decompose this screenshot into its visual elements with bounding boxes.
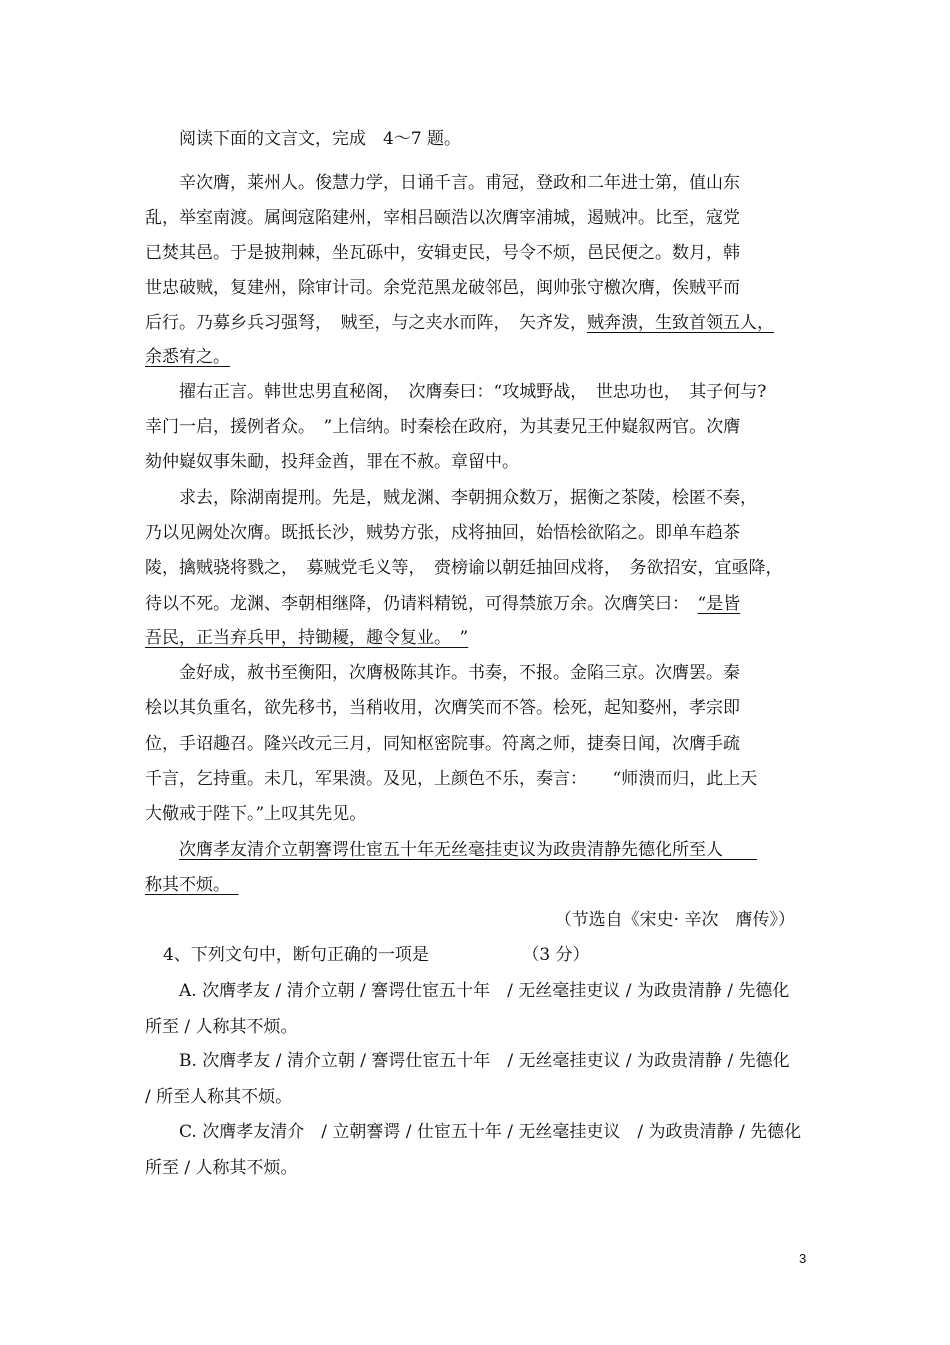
- text-line: [145, 593, 740, 615]
- underlined-sentence: 称其不烦。: [145, 875, 239, 895]
- text-line: 金好成，赦书至衡阳，次膺极陈其诈。书奏，不报。金陷三京。次膺罢。秦: [179, 663, 740, 683]
- text-line: 劾仲嶷奴事朱勔，投拜金酋，罪在不赦。章留中。: [145, 452, 519, 472]
- underlined-sentence: 次膺孝友清介立朝謇谔仕宦五十年无丝毫挂吏议为政贵清静先德化所至人: [179, 840, 757, 860]
- instruction: 阅读下面的文言文，完成 4～7 题。: [179, 129, 462, 149]
- page-number: 3: [799, 1251, 807, 1266]
- option-c: C. 次膺孝友清介 / 立朝謇谔 / 仕宦五十年 / 无丝毫挂吏议 / 为政贵清静 / 先德化: [179, 1122, 802, 1142]
- option-b: B. 次膺孝友 / 清介立朝 / 謇谔仕宦五十年 / 无丝毫挂吏议 / 为政贵清静 / 先德化: [179, 1051, 790, 1071]
- text-line: 幸门一启，援例者众。 ”上信纳。时秦桧在政府，为其妻兄王仲嶷叙两官。次膺: [145, 417, 741, 437]
- text-line: 位，手诏趣召。隆兴改元三月，同知枢密院事。符离之师，捷奏日闻，次膺手疏: [145, 734, 740, 754]
- source-citation: （节选自《宋史· 辛次 膺传》）: [554, 910, 795, 930]
- underlined-sentence: 贼奔溃，生致首领五人，: [587, 313, 774, 333]
- text-line: 陵，擒贼骁将戮之， 募贼党毛义等， 赍榜谕以朝廷抽回戍将， 务欲招安，宜亟降，: [145, 558, 783, 578]
- text-line: 乃以见阙处次膺。既抵长沙，贼势方张，戍将抽回，始悟桧欲陷之。即单车趋茶: [145, 523, 740, 543]
- option-b-continued: / 所至人称其不烦。: [145, 1087, 293, 1107]
- text-line: 辛次膺，莱州人。俊慧力学，日诵千言。甫冠，登政和二年进士第，值山东: [179, 173, 740, 193]
- underlined-sentence: “是皆: [697, 594, 741, 614]
- text-line: [145, 312, 774, 334]
- text-segment: 待以不死。龙渊、李朝相继降，仍请料精锐，可得禁旅万余。次膺笑曰：: [145, 594, 698, 614]
- option-a: A. 次膺孝友 / 清介立朝 / 謇谔仕宦五十年 / 无丝毫挂吏议 / 为政贵清静 / 先德化: [179, 981, 790, 1001]
- option-c-continued: 所至 / 人称其不烦。: [145, 1158, 298, 1178]
- text-line: 千言，乞持重。未几，军果溃。及见，上颜色不乐，奏言： “师溃而归，此上天: [145, 769, 758, 789]
- text-line: 擢右正言。韩世忠男直秘阁， 次膺奏曰：“攻城野战， 世忠功也， 其子何与?: [179, 382, 767, 402]
- text-line: 大儆戒于陛下。”上叹其先见。: [145, 804, 367, 824]
- question-stem: 4、下列文句中，断句正确的一项是 （3 分）: [163, 945, 590, 965]
- text-line: 乱，举室南渡。属闽寇陷建州，宰相吕颐浩以次膺宰浦城，遏贼冲。比至，寇党: [145, 208, 740, 228]
- underlined-sentence: 吾民，正当弃兵甲，持锄耰，趣令复业。 ”: [145, 628, 469, 648]
- text-line: 桧以其负重名，欲先移书，当稍收用，次膺笑而不答。桧死，起知婺州，孝宗即: [145, 698, 740, 718]
- underlined-sentence: 余悉宥之。: [145, 347, 230, 367]
- option-a-continued: 所至 / 人称其不烦。: [145, 1017, 298, 1037]
- text-segment: 后行。乃募乡兵习强弩， 贼至，与之夹水而阵， 矢齐发，: [145, 313, 587, 333]
- text-line: 已焚其邑。于是披荆棘，坐瓦砾中，安辑吏民，号令不烦，邑民便之。数月，韩: [145, 243, 740, 263]
- text-line: 世忠破贼，复建州，除审计司。余党范黑龙破邻邑，闽帅张守檄次膺，俟贼平而: [145, 278, 740, 298]
- text-line: 求去，除湖南提刑。先是，贼龙渊、李朝拥众数万，据衡之茶陵，桧匿不奏，: [179, 488, 757, 508]
